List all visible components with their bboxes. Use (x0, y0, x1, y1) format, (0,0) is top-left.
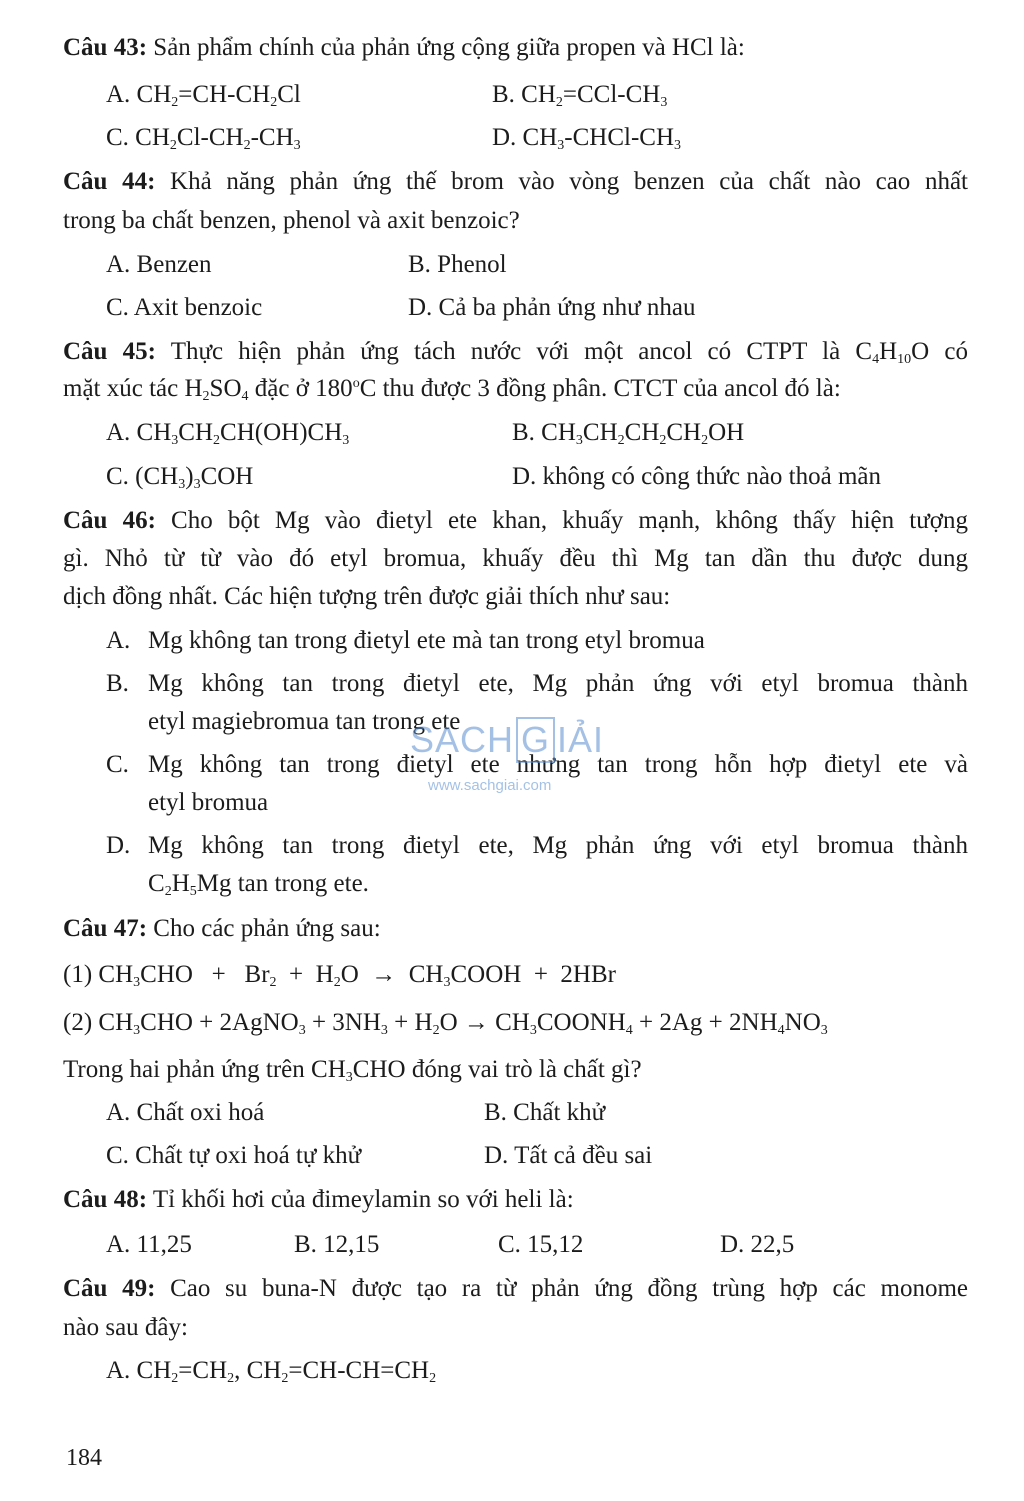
question-44-option-d: D. Cả ba phản ứng như nhau (408, 294, 696, 321)
reaction-1: (1) $CH_3CHO + Br_2 + H_2O$ → $CH_3COOH + 2HBr$ (63, 961, 616, 990)
watermark-url: www.sachgiai.com (428, 777, 552, 794)
reaction-1-label: (1) (63, 961, 93, 988)
question-48-option-a: A. 11,25 (106, 1231, 192, 1258)
question-47-label: Câu 47: (63, 915, 148, 942)
question-49-stem-line2: nào sau đây: (63, 1314, 188, 1341)
question-43-stem (63, 33, 745, 63)
sachgiai-watermark (410, 703, 620, 795)
watermark-brand-b: IẢI (557, 719, 605, 760)
question-46-option-c-line2: etyl bromua (148, 789, 269, 816)
question-43-option-b: B. $CH_2=CCl-CH_3$ (492, 81, 668, 110)
question-47-option-b: B. Chất khử (484, 1099, 606, 1126)
question-44-label: Câu 44: (63, 168, 156, 195)
degree-sign: o (352, 376, 360, 391)
watermark-brand-a: SACH (410, 719, 515, 760)
reaction-2: (2) $CH_3CHO$ + 2AgNO$_3$ + $3NH_3 + H_2O$ → $CH_3COONH_4 + 2Ag + 2NH_4NO_3$ (63, 1009, 828, 1038)
formula-c4h10o: $C_4H_{10}O$ (855, 338, 930, 367)
question-49-option-a: A. $CH_2=CH_2$, $CH_2=CH-CH=CH_2$ (106, 1357, 437, 1386)
question-48-stem (63, 1185, 574, 1215)
question-47-option-d: D. Tất cả đều sai (484, 1142, 653, 1169)
question-46-stem-line1 (63, 506, 968, 536)
question-49-label: Câu 49: (63, 1275, 156, 1302)
question-46-option-d-line2: $C_2H_5Mg$ tan trong ete. (148, 870, 369, 899)
question-46-option-b-line2: etyl magiebromua tan trong ete (148, 708, 461, 735)
question-47-question-a: Trong hai phản ứng trên (63, 1056, 312, 1083)
watermark-brand (410, 717, 604, 763)
question-46-option-d-key: D. (106, 832, 131, 859)
question-46-option-a: Mg không tan trong đietyl ete mà tan trong etyl bromua (148, 627, 705, 654)
question-45-option-c: C. $(CH_3)_3COH$ (106, 463, 254, 492)
question-46-option-c-line1: Mg không tan trong đietyl ete nhưng tan trong hỗn hợp đietyl ete và (148, 751, 968, 778)
question-46-stem-line3: dịch đồng nhất. Các hiện tượng trên được giải thích như sau: (63, 583, 671, 610)
question-46-option-d-tail: Mg tan trong ete. (196, 870, 369, 897)
question-43-option-c: C. $CH_2Cl-CH_2-CH_3$ (106, 124, 301, 153)
question-45-stem-line2 (63, 374, 841, 404)
question-45-text-b: có (929, 338, 968, 365)
question-48-option-d: D. 22,5 (720, 1231, 795, 1258)
question-44-option-a: A. Benzen (106, 251, 212, 278)
question-45-text-e: C thu được 3 đồng phân. CTCT của ancol đó là: (359, 375, 841, 402)
question-45-text-d: đặc ở 180 (248, 375, 353, 402)
question-48-text: Tỉ khối hơi của đimeylamin so với heli là: (147, 1186, 574, 1213)
question-43-option-a: A. $CH_2=CH-CH_2Cl$ (106, 81, 301, 110)
question-47-question-b: đóng vai trò là chất gì? (405, 1056, 642, 1083)
question-46-label: Câu 46: (63, 507, 156, 534)
question-46-option-a-key: A. (106, 627, 131, 654)
question-46-option-b-key: B. (106, 670, 129, 697)
watermark-brand-g: G (516, 717, 555, 763)
question-48-option-c: C. 15,12 (498, 1231, 584, 1258)
question-47-option-c: C. Chất tự oxi hoá tự khử (106, 1142, 362, 1169)
question-49-stem-line1 (63, 1274, 968, 1304)
question-45-option-b: B. $CH_3CH_2CH_2CH_2OH$ (512, 419, 745, 448)
question-46-option-b-line1: Mg không tan trong đietyl ete, Mg phản ứng với etyl bromua thành (148, 670, 968, 697)
question-47-option-a: A. Chất oxi hoá (106, 1099, 265, 1126)
question-46-option-d-line1: Mg không tan trong đietyl ete, Mg phản ứng với etyl bromua thành (148, 832, 968, 859)
formula-h2so4: $H_2SO_4$ (184, 375, 249, 404)
question-44-stem-line1 (63, 167, 968, 197)
question-49-text: Cao su buna-N được tạo ra từ phản ứng đồng trùng hợp các monome (155, 1275, 968, 1302)
question-45-option-d: D. không có công thức nào thoả mãn (512, 463, 882, 490)
page-number: 184 (66, 1445, 102, 1471)
question-45-option-a: A. $CH_3CH_2CH(OH)CH_3$ (106, 419, 350, 448)
question-47-text: Cho các phản ứng sau: (147, 915, 381, 942)
question-47-stem (63, 914, 381, 944)
question-44-option-c: C. Axit benzoic (106, 294, 263, 321)
question-44-text: Khả năng phản ứng thế brom vào vòng benzen của chất nào cao nhất (155, 168, 968, 195)
question-45-text-a: Thực hiện phản ứng tách nước với một ancol có CTPT là (155, 338, 856, 365)
question-44-option-b: B. Phenol (408, 251, 507, 278)
question-45-stem-line1 (63, 337, 968, 367)
question-47-question: Trong hai phản ứng trên $CH_3CHO$ đóng vai trò là chất gì? (63, 1056, 642, 1085)
reaction-2-label: (2) (63, 1009, 93, 1036)
question-45-text-c: mặt xúc tác (63, 375, 185, 402)
question-44-stem-line2: trong ba chất benzen, phenol và axit benzoic? (63, 207, 520, 234)
question-43-label: Câu 43: (63, 34, 148, 61)
question-46-text: Cho bột Mg vào đietyl ete khan, khuấy mạnh, không thấy hiện tượng (155, 507, 968, 534)
question-48-option-b: B. 12,15 (294, 1231, 380, 1258)
question-45-label: Câu 45: (63, 338, 156, 365)
question-48-label: Câu 48: (63, 1186, 148, 1213)
question-43-text: Sản phẩm chính của phản ứng cộng giữa propen và HCl là: (147, 34, 745, 61)
question-46-stem-line2: gì. Nhỏ từ từ vào đó etyl bromua, khuấy đều thì Mg tan dần thu được dung (63, 545, 968, 572)
question-46-option-c-key: C. (106, 751, 129, 778)
question-43-option-d: D. $CH_3-CHCl-CH_3$ (492, 124, 682, 153)
